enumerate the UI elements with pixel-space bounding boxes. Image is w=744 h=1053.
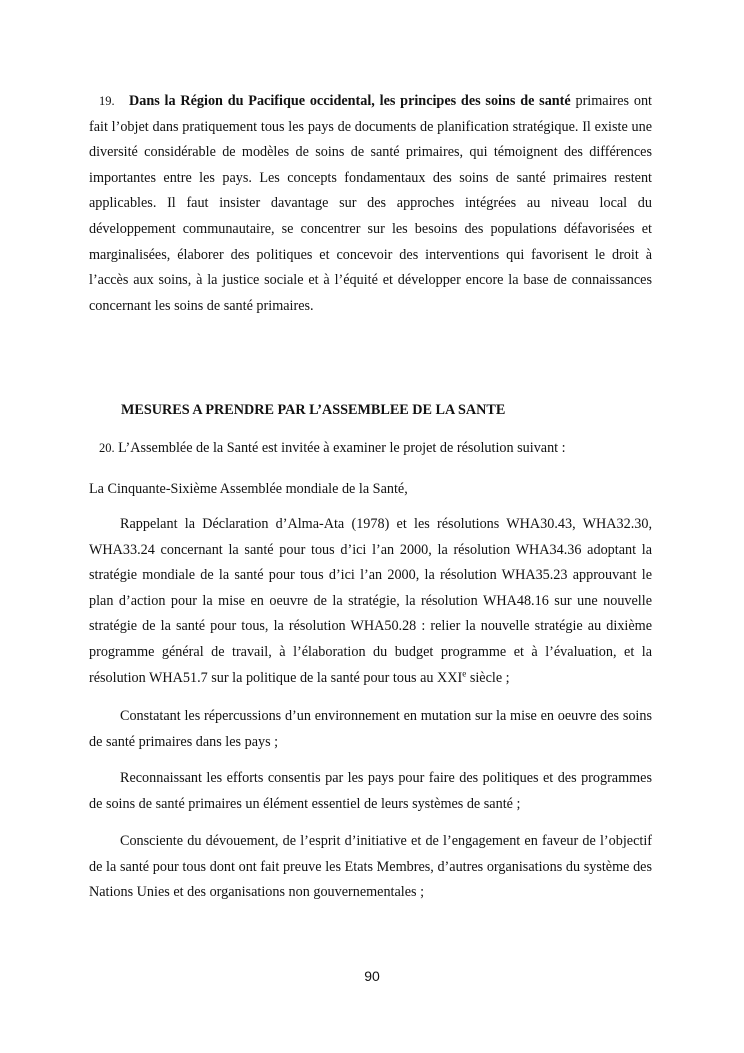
paragraph-bold-lead: Dans la Région du Pacifique occidental, les principes des soins de santé [129,93,571,109]
preamble-consciente: Consciente du dévouement, de l’esprit d’initiative et de l’engagement en faveur de l’objectif de la santé pour tous dont ont fait preuve les Etats Membres, d’autres organisations du système des Nations Unies et des organisations non gouvernementales ; [89,833,652,901]
paragraph-text: L’Assemblée de la Santé est invitée à examiner le projet de résolution suivant : [118,440,566,456]
paragraph-number: 19. [99,94,115,108]
preamble-reconnaissant: Reconnaissant les efforts consentis par les pays pour faire des politiques et des programmes de soins de santé primaires un élément essentiel de leurs systèmes de santé ; [89,770,652,812]
preamble-text: Rappelant la Déclaration d’Alma-Ata (1978) et les résolutions WHA30.43, WHA32.30, WHA33.24 concernant la santé pour tous d’ici l’an 2000, la résolution WHA34.36 adoptant la stratégie mondiale de la santé pour tous d’ici l’an 2000, la résolution WHA35.23 approuvant le plan d’action pour la mise en oeuvre de la stratégie, la résolution WHA48.16 sur une nouvelle stratégie de la santé pour tous, la résolution WHA50.28 : relier la nouvelle stratégie au dixième programme général de travail, à l’élaboration du budget programme et à l’évaluation, et la résolution WHA51.7 sur la politique de la santé pour tous au XXI [89,516,652,686]
assembly-line: La Cinquante-Sixième Assemblée mondiale de la Santé, [89,481,408,497]
page-number: 90 [364,968,380,984]
section-heading: MESURES A PRENDRE PAR L’ASSEMBLEE DE LA SANTE [121,402,506,418]
preamble-rappelant [89,512,652,691]
preamble-tail: siècle ; [466,669,510,686]
paragraph-number: 20. [99,441,115,455]
paragraph-19 [89,89,652,319]
preamble-constatant: Constatant les répercussions d’un environnement en mutation sur la mise en oeuvre des soins de santé primaires dans les pays ; [89,708,652,750]
superscript: e [462,667,467,678]
paragraph-text: primaires ont fait l’objet dans pratiquement tous les pays de documents de planification stratégique. Il existe une diversité considérable de modèles de soins de santé primaires, qui témoignent des différences importantes entre les pays. Les concepts fondamentaux des soins de santé primaires restent applicables. Il faut insister davantage sur des approches intégrées au niveau local du développement communautaire, se concentrer sur les besoins des populations défavorisées et marginalisées, élaborer des politiques et concevoir des interventions qui favorisent le droit à l’accès aux soins, à la justice sociale et à l’équité et développer encore la base de connaissances concernant les soins de santé primaires. [89,93,652,314]
paragraph-20 [89,436,652,462]
